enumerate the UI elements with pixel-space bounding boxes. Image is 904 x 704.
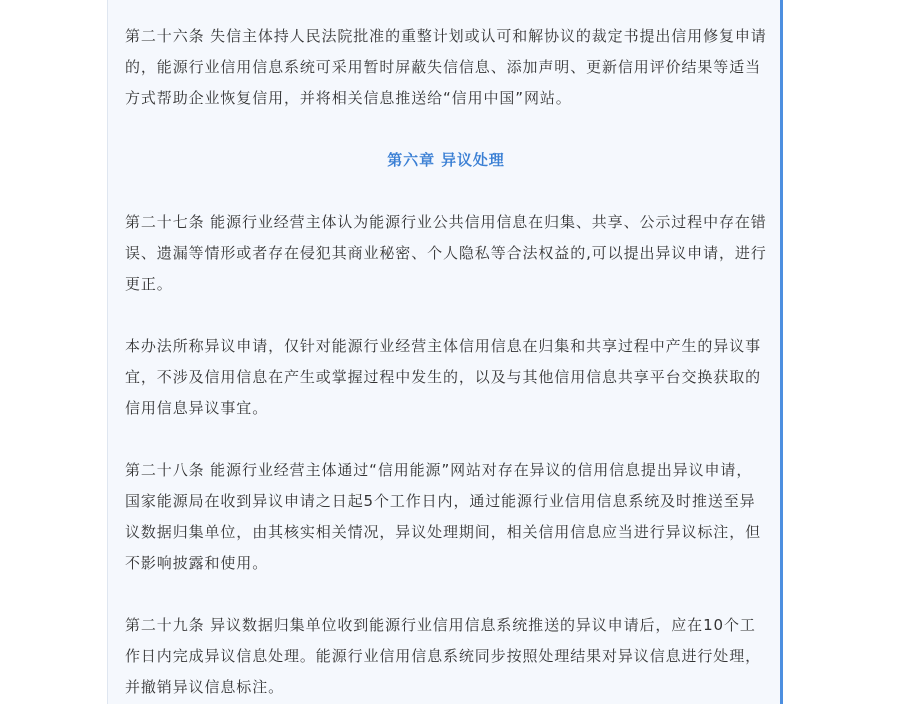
article-29-paragraph: 第二十九条 异议数据归集单位收到能源行业信用信息系统推送的异议申请后，应在10个工作日内完成异议信息处理。能源行业信用信息系统同步按照处理结果对异议信息进行处理，并撤销异议信息标注。	[125, 616, 762, 696]
objection-scope-paragraph: 本办法所称异议申请，仅针对能源行业经营主体信用信息在归集和共享过程中产生的异议事宜，不涉及信用信息在产生或掌握过程中发生的，以及与其他信用信息共享平台交换获取的信用信息异议事宜。	[125, 337, 762, 417]
article-28-paragraph: 第二十八条 能源行业经营主体通过“信用能源”网站对存在异议的信用信息提出异议申请，国家能源局在收到异议申请之日起5个工作日内，通过能源行业信用信息系统及时推送至异议数据归集单位，由其核实相关情况，异议处理期间，相关信用信息应当进行异议标注，但不影响披露和使用。	[125, 461, 762, 572]
article-27-paragraph: 第二十七条 能源行业经营主体认为能源行业公共信用信息在归集、共享、公示过程中存在错误、遗漏等情形或者存在侵犯其商业秘密、个人隐私等合法权益的,可以提出异议申请，进行更正。	[125, 213, 767, 293]
article-26-paragraph: 第二十六条 失信主体持人民法院批准的重整计划或认可和解协议的裁定书提出信用修复申请的，能源行业信用信息系统可采用暂时屏蔽失信信息、添加声明、更新信用评价结果等适当方式帮助企业恢复信用，并将相关信息推送给“信用中国”网站。	[125, 27, 767, 107]
article-content	[125, 21, 767, 704]
article-panel	[107, 0, 783, 704]
chapter-heading: 第六章 异议处理	[387, 151, 505, 169]
